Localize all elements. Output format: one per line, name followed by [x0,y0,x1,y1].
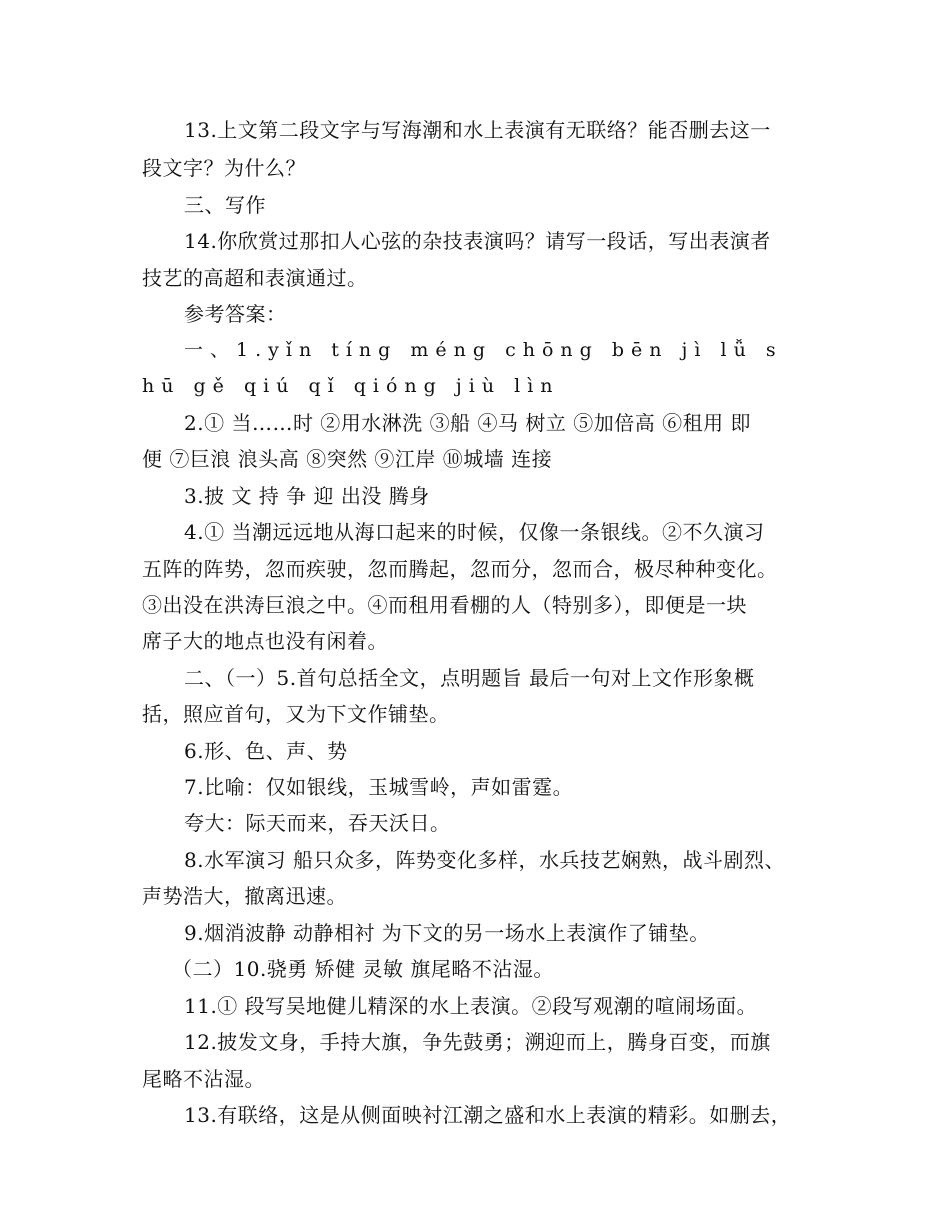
text-line: 二、（一）5.首句总括全文，点明题旨 最后一句对上文作形象概 [184,666,755,690]
text-line: 6.形、色、声、势 [184,739,348,763]
text-line: 五阵的阵势，忽而疾驶，忽而腾起，忽而分，忽而合，极尽种种变化。 [142,557,778,581]
text-line: 11.① 段写吴地健儿精深的水上表演。②段写观潮的喧闹场面。 [184,994,758,1018]
text-line: 尾略不沾湿。 [142,1067,265,1091]
text-line: 括，照应首句，又为下文作铺垫。 [142,702,450,726]
text-line: 7.比喻：仅如银线，玉城雪岭，声如雷霆。 [184,775,574,799]
pinyin-line: hū gě qiú qǐ qióng jiù lìn [142,375,560,397]
text-line: 便 ⑦巨浪 浪头高 ⑧突然 ⑨江岸 ⑩城墙 连接 [142,447,553,471]
text-line: 12.披发文身，手持大旗，争先鼓勇；溯迎而上，腾身百变，而旗 [184,1030,771,1054]
text-line: ③出没在洪涛巨浪之中。④而租用看棚的人（特别多），即便是一块 [142,593,747,617]
section-heading: 三、写作 [184,193,266,217]
text-line: 段文字？为什么？ [142,156,306,180]
text-line: 席子大的地点也没有闲着。 [142,629,388,653]
text-line: 13.有联络，这是从侧面映衬江潮之盛和水上表演的精彩。如删去， [184,1103,792,1127]
text-line: 13.上文第二段文字与写海潮和水上表演有无联络？能否删去这一 [184,118,771,142]
text-line: 8.水军演习 船只众多，阵势变化多样，水兵技艺娴熟，战斗剧烈、 [184,848,785,872]
text-line: 夸大：际天而来，吞天沃日。 [184,811,451,835]
text-line: 14.你欣赏过那扣人心弦的杂技表演吗？请写一段话，写出表演者 [184,229,771,253]
pinyin-line: 一、1.yǐn tíng méng chōng bēn jì lǚ s [184,339,783,361]
text-line: 9.烟消波静 动静相衬 为下文的另一场水上表演作了铺垫。 [184,921,710,945]
text-line: 3.披 文 持 争 迎 出没 腾身 [184,484,430,508]
section-heading: 参考答案： [184,302,287,326]
text-line: （二）10.骁勇 矫健 灵敏 旗尾略不沾湿。 [172,957,554,981]
text-line: 2.① 当……时 ②用水淋洗 ③船 ④马 树立 ⑤加倍高 ⑥租用 即 [184,411,751,435]
text-line: 技艺的高超和表演通过。 [142,266,368,290]
text-line: 声势浩大，撤离迅速。 [142,884,347,908]
text-line: 4.① 当潮远远地从海口起来的时候，仅像一条银线。②不久演习 [184,520,765,544]
